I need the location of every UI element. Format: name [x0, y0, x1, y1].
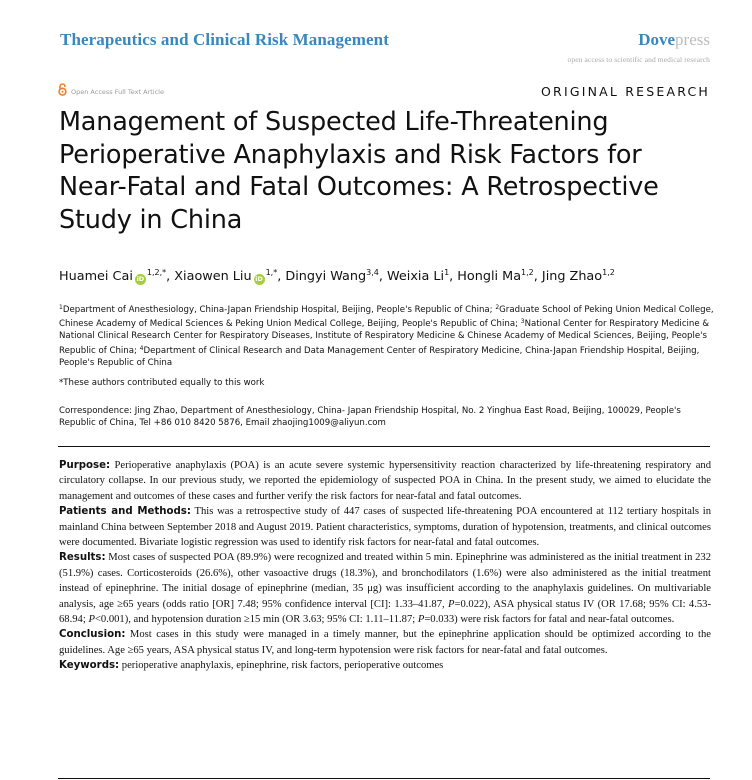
results-label: Results:	[59, 552, 106, 564]
p-value-symbol: P	[448, 598, 455, 610]
keywords-label: Keywords:	[59, 660, 120, 672]
abstract-conclusion	[59, 627, 711, 658]
methods-text: This was a retrospective study of 447 cases of suspected life-threatening POA encountered at 112 tertiary hospitals in mainland China between September 2018 and August 2019. Patient characteristics, symptoms, duration of hypotension, treatments, and clinical outcomes were documented. Bivariate logistic regression was used to identify risk factors for near-fatal and fatal outcomes.	[59, 506, 711, 549]
author[interactable]	[387, 269, 449, 284]
conclusion-label: Conclusion:	[59, 629, 126, 641]
results-text: =0.033) were risk factors for fatal and near-fatal outcomes.	[424, 614, 675, 626]
divider-bottom	[58, 778, 710, 779]
author-affiliation-marker: 1,2	[521, 268, 534, 277]
purpose-label: Purpose:	[59, 460, 111, 471]
author-name[interactable]: Hongli Ma	[457, 269, 522, 284]
equal-contribution-note: *These authors contributed equally to this work	[59, 378, 265, 388]
correspondence: Correspondence: Jing Zhao, Department of Anesthesiology, China- Japan Friendship Hospital, No. 2 Yinghua East Road, Beijing, 100029, People's Republic of China, Tel +86 010 8420 5876, Email zhaojing1009@aliyun.com	[59, 406, 681, 429]
open-access-badge	[58, 83, 164, 101]
author-affiliation-marker: 1,*	[265, 268, 278, 277]
author-separator: ,	[277, 269, 286, 284]
author[interactable]	[542, 269, 615, 284]
author-affiliation-marker: 1,2,*	[146, 268, 167, 277]
abstract-purpose	[59, 458, 711, 504]
author-name[interactable]: Xiaowen Liu	[174, 269, 252, 284]
affiliation-text: Department of Clinical Research and Data Management Center of Respiratory Medicine, China-Japan Friendship Hospital, Beijing, People's Republic of China	[59, 345, 700, 368]
publisher-name-part2: press	[675, 30, 710, 49]
conclusion-text: Most cases in this study were managed in a timely manner, but the epinephrine application should be optimized according to the guidelines. Age ≥65 years, ASA physical status IV, and long-term hypotension were risk factors for near-fatal and fatal outcomes.	[59, 629, 711, 656]
affiliations	[59, 302, 714, 369]
abstract-results	[59, 550, 711, 627]
open-access-lock-icon	[58, 83, 67, 101]
article-type-label: ORIGINAL RESEARCH	[541, 84, 710, 99]
open-access-label: Open Access Full Text Article	[71, 88, 164, 96]
journal-title[interactable]: Therapeutics and Clinical Risk Management	[60, 30, 390, 49]
affiliation-text: National Center for Respiratory Medicine & National Clinical Research Center for Respiratory Diseases, Institute of Respiratory Medicine & Chinese Academy of Medical Sciences, Beijing, People's Republic of China;	[59, 319, 710, 356]
abstract-keywords	[59, 658, 711, 673]
p-value-symbol: P	[88, 614, 95, 626]
divider-top	[58, 446, 710, 447]
abstract-methods	[59, 504, 711, 550]
publisher-tagline: open access to scientific and medical research	[567, 55, 710, 64]
author-separator: ,	[449, 269, 458, 284]
author-affiliation-marker: 1	[444, 268, 450, 277]
results-text: <0.001), and hypotension duration ≥15 min (OR 3.63; 95% CI: 1.11–11.87;	[94, 614, 418, 626]
affiliation-number: 3	[520, 318, 525, 326]
author-name[interactable]: Dingyi Wang	[285, 269, 367, 284]
author[interactable]	[285, 269, 378, 284]
author-affiliation-marker: 3,4	[366, 268, 379, 277]
abstract	[59, 458, 711, 674]
results-text: =0.022), ASA physical status IV (OR 17.68; 95% CI: 4.53-68.94;	[59, 598, 711, 626]
affiliation-text: Graduate School of Peking Union Medical College, Chinese Academy of Medical Sciences & Peking Union Medical College, Beijing, People's Republic of China;	[59, 305, 714, 330]
author[interactable]	[457, 269, 533, 284]
author[interactable]	[59, 269, 166, 284]
affiliation-text: Department of Anesthesiology, China-Japan Friendship Hospital, Beijing, People's Republic of China;	[62, 305, 496, 315]
author-separator: ,	[166, 269, 175, 284]
author-name[interactable]: Jing Zhao	[541, 269, 603, 284]
author-affiliation-marker: 1,2	[602, 268, 615, 277]
keywords-text: perioperative anaphylaxis, epinephrine, risk factors, perioperative outcomes	[119, 660, 444, 672]
article-title: Management of Suspected Life-Threatening Perioperative Anaphylaxis and Risk Factors for Near-Fatal and Fatal Outcomes: A Retrospective Study in China	[59, 107, 659, 235]
author[interactable]	[174, 269, 277, 284]
author-name[interactable]: Huamei Cai	[59, 269, 133, 284]
p-value-symbol: P	[417, 614, 425, 626]
publisher-logo[interactable]	[638, 30, 710, 50]
orcid-icon[interactable]: iD	[136, 275, 145, 283]
author-name[interactable]: Weixia Li	[387, 269, 445, 284]
results-text: Most cases of suspected POA (89.9%) were recognized and treated within 5 min. Epinephrine was administered as the initial treatment in 232 (51.9%) cases. Corticosteroids (26.6%), other vasoactive drugs (18.3%), and bronchodilators (1.6%) were also administered as the initial treatment instead of epinephrine. The initial dosage of epinephrine (median, 35 μg) was insufficient according to the anaphylaxis guidelines. On multivariable analysis, age ≥65 years (odds ratio [OR] 7.48; 95% confidence interval [CI]: 1.33–41.87,	[59, 552, 711, 610]
author-separator: ,	[378, 269, 387, 284]
methods-label: Patients and Methods:	[59, 506, 191, 518]
affiliation-number: 1	[59, 304, 63, 311]
purpose-text: Perioperative anaphylaxis (POA) is an acute severe systemic hypersensitivity reaction characterized by life-threatening respiratory and circulatory collapse. In our previous study, we reported the epidemiology of suspected POA in China. In the present study, we aimed to elucidate the management and outcomes of these cases and further verify the risk factors for near-fatal and fatal outcomes.	[59, 460, 711, 502]
author-separator: ,	[533, 269, 542, 284]
affiliation-number: 4	[139, 344, 144, 352]
author-list	[59, 268, 615, 285]
affiliation-number: 2	[495, 304, 500, 311]
orcid-icon[interactable]: iD	[255, 275, 263, 283]
publisher-name-part1: Dove	[638, 30, 676, 49]
